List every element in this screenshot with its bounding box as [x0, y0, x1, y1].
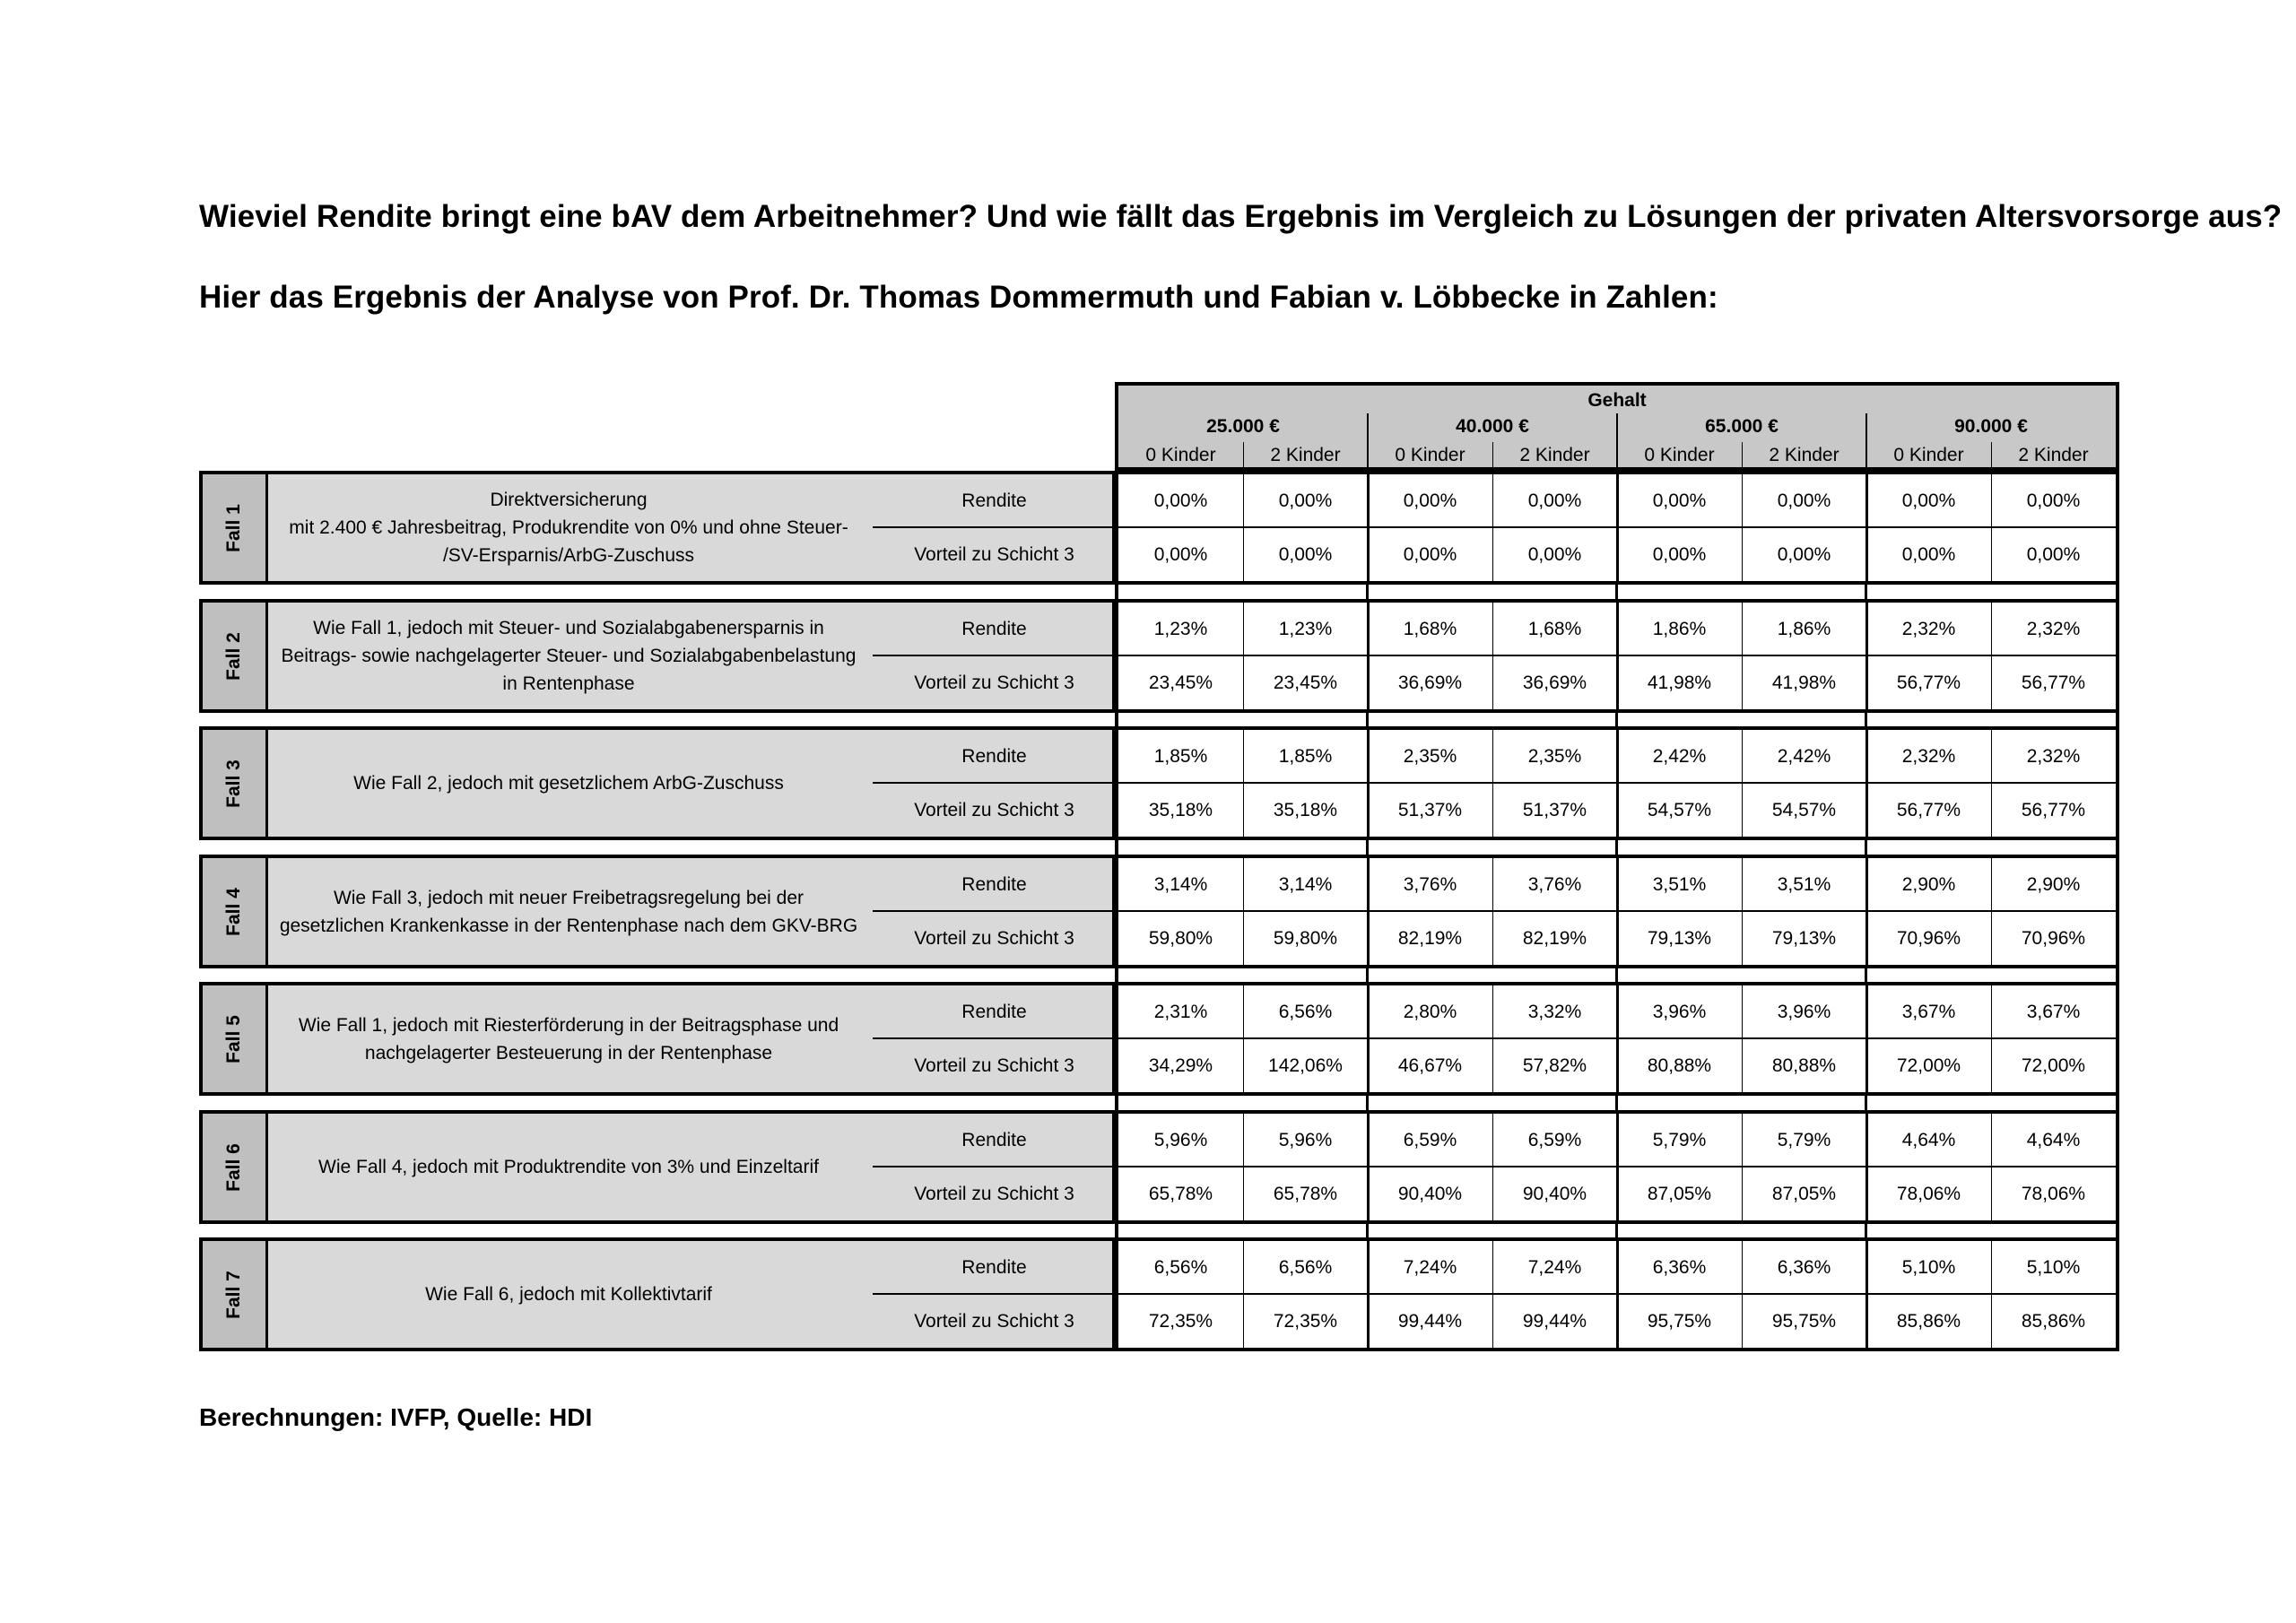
case-label-box: [199, 1237, 1116, 1351]
rendite-cell: 5,10%: [1901, 1256, 1956, 1278]
rendite-cell: 1,23%: [1153, 618, 1208, 639]
rendite-cell: 2,32%: [2026, 745, 2081, 767]
source-footer: Berechnungen: IVFP, Quelle: HDI: [199, 1403, 593, 1431]
case-label-box: [199, 1110, 1116, 1224]
spacer-divider: [1615, 1224, 1618, 1237]
rendite-cell: 5,10%: [2026, 1256, 2081, 1278]
row-label-vorteil: Vorteil zu Schicht 3: [914, 927, 1074, 949]
vorteil-cell: 36,69%: [1397, 672, 1463, 693]
case-description-text: Wie Fall 1, jedoch mit Steuer- und Sozialabgabenersparnis in Beitrags- sowie nachgelagerter Steuer- und Sozialabgabenbelastung in Rentenphase: [281, 618, 857, 694]
spacer-divider: [1865, 968, 1867, 982]
rendite-cell: 1,23%: [1278, 618, 1333, 639]
vorteil-cell: 41,98%: [1771, 672, 1837, 693]
rendite-cell: 0,00%: [1901, 490, 1956, 511]
rendite-cell: 3,76%: [1403, 873, 1457, 895]
block-spacer: [1115, 968, 2119, 982]
rendite-cell: 5,96%: [1278, 1129, 1333, 1150]
spacer-divider: [1366, 1224, 1369, 1237]
rendite-cell: 2,32%: [2026, 618, 2081, 639]
header-kids: 0 Kinder: [1395, 445, 1465, 465]
rendite-cell: 2,90%: [2026, 873, 2081, 895]
case-number: Fall 7: [223, 1270, 244, 1319]
vorteil-cell: 87,05%: [1647, 1183, 1712, 1204]
case-number: Fall 1: [223, 503, 244, 552]
vorteil-cell: 0,00%: [1153, 543, 1208, 565]
rendite-cell: 1,85%: [1278, 745, 1333, 767]
rendite-cell: 0,00%: [1777, 490, 1831, 511]
rendite-cell: 0,00%: [1278, 490, 1333, 511]
header-group-divider: [1866, 413, 1867, 467]
spacer-divider: [1615, 840, 1618, 855]
vorteil-cell: 79,13%: [1771, 927, 1837, 949]
vorteil-cell: 0,00%: [1777, 543, 1831, 565]
header-kids: 0 Kinder: [1145, 445, 1216, 465]
vorteil-cell: 72,00%: [2021, 1055, 2086, 1076]
spacer-divider: [1366, 1096, 1369, 1110]
vorteil-cell: 80,88%: [1647, 1055, 1712, 1076]
vorteil-cell: 34,29%: [1148, 1055, 1213, 1076]
vorteil-cell: 72,35%: [1148, 1310, 1213, 1332]
rendite-cell: 6,59%: [1527, 1129, 1582, 1150]
case-number: Fall 4: [223, 887, 244, 936]
vorteil-cell: 23,45%: [1273, 672, 1338, 693]
spacer-divider: [1615, 713, 1618, 726]
header-salary-group: 65.000 €: [1705, 416, 1779, 437]
vorteil-cell: 35,18%: [1148, 799, 1213, 820]
spacer-divider: [1865, 840, 1867, 855]
rendite-cell: 1,85%: [1153, 745, 1208, 767]
rendite-cell: 0,00%: [2026, 490, 2081, 511]
case-block: [199, 982, 2119, 1096]
vorteil-cell: 51,37%: [1522, 799, 1587, 820]
vorteil-cell: 56,77%: [2021, 672, 2086, 693]
rendite-cell: 1,68%: [1403, 618, 1457, 639]
block-spacer: [1115, 1096, 2119, 1110]
row-label-rendite: Rendite: [961, 490, 1027, 511]
case-values-grid: [1115, 726, 2119, 840]
rendite-cell: 7,24%: [1403, 1256, 1457, 1278]
header-salary-group: 90.000 €: [1954, 416, 2028, 437]
rendite-cell: 6,36%: [1777, 1256, 1831, 1278]
table-header: [1115, 382, 2119, 471]
case-number-tab: [203, 1241, 268, 1348]
rendite-cell: 1,86%: [1652, 618, 1707, 639]
case-number-tab: [203, 730, 268, 837]
case-label-box: [199, 855, 1116, 968]
spacer-divider: [1865, 585, 1867, 599]
header-group-divider: [1616, 413, 1618, 467]
row-label-vorteil: Vorteil zu Schicht 3: [914, 799, 1074, 820]
vorteil-cell: 65,78%: [1273, 1183, 1338, 1204]
spacer-divider: [1615, 1096, 1618, 1110]
vorteil-cell: 90,40%: [1522, 1183, 1587, 1204]
vorteil-cell: 72,00%: [1896, 1055, 1961, 1076]
rendite-cell: 7,24%: [1527, 1256, 1582, 1278]
case-description: [268, 1114, 869, 1220]
rendite-cell: 3,14%: [1153, 873, 1208, 895]
case-description: [268, 1241, 869, 1348]
case-values-grid: [1115, 1110, 2119, 1224]
rendite-cell: 5,79%: [1652, 1129, 1707, 1150]
rendite-cell: 2,90%: [1901, 873, 1956, 895]
vorteil-cell: 95,75%: [1647, 1310, 1712, 1332]
case-values-grid: [1115, 471, 2119, 585]
rendite-cell: 3,51%: [1652, 873, 1707, 895]
spacer-divider: [1366, 713, 1369, 726]
vorteil-cell: 54,57%: [1771, 799, 1837, 820]
row-label-vorteil: Vorteil zu Schicht 3: [914, 1183, 1074, 1204]
case-description: [268, 603, 869, 709]
rendite-cell: 4,64%: [1901, 1129, 1956, 1150]
vorteil-cell: 72,35%: [1273, 1310, 1338, 1332]
rendite-cell: 3,32%: [1527, 1001, 1582, 1022]
block-spacer: [1115, 713, 2119, 726]
rendite-cell: 6,56%: [1278, 1001, 1333, 1022]
vorteil-cell: 85,86%: [2021, 1310, 2086, 1332]
vorteil-cell: 0,00%: [2026, 543, 2081, 565]
rendite-cell: 2,35%: [1527, 745, 1582, 767]
row-label-vorteil: Vorteil zu Schicht 3: [914, 1310, 1074, 1332]
header-kid-divider: [1991, 442, 1992, 467]
vorteil-cell: 70,96%: [2021, 927, 2086, 949]
vorteil-cell: 46,67%: [1397, 1055, 1463, 1076]
vorteil-cell: 70,96%: [1896, 927, 1961, 949]
vorteil-cell: 85,86%: [1896, 1310, 1961, 1332]
header-kids: 2 Kinder: [1769, 445, 1839, 465]
vorteil-cell: 65,78%: [1148, 1183, 1213, 1204]
vorteil-cell: 99,44%: [1522, 1310, 1587, 1332]
rendite-cell: 3,96%: [1652, 1001, 1707, 1022]
vorteil-cell: 95,75%: [1771, 1310, 1837, 1332]
vorteil-cell: 90,40%: [1397, 1183, 1463, 1204]
spacer-divider: [1615, 585, 1618, 599]
header-kid-divider: [1742, 442, 1743, 467]
vorteil-cell: 57,82%: [1522, 1055, 1587, 1076]
vorteil-cell: 99,44%: [1397, 1310, 1463, 1332]
case-values-grid: [1115, 982, 2119, 1096]
case-values-grid: [1115, 1237, 2119, 1351]
row-label-rendite: Rendite: [961, 1130, 1027, 1150]
case-description-text: Wie Fall 6, jedoch mit Kollektivtarif: [425, 1284, 712, 1305]
vorteil-cell: 0,00%: [1527, 543, 1582, 565]
case-description: [268, 985, 869, 1092]
rendite-cell: 2,80%: [1403, 1001, 1457, 1022]
vorteil-cell: 41,98%: [1647, 672, 1712, 693]
case-number: Fall 2: [223, 631, 244, 681]
vorteil-cell: 56,77%: [1896, 672, 1961, 693]
vorteil-cell: 51,37%: [1397, 799, 1463, 820]
case-block: [199, 599, 2119, 713]
spacer-divider: [1865, 713, 1867, 726]
rendite-cell: 2,32%: [1901, 745, 1956, 767]
rendite-cell: 0,00%: [1527, 490, 1582, 511]
row-label-vorteil: Vorteil zu Schicht 3: [914, 543, 1074, 565]
page-subtitle: Hier das Ergebnis der Analyse von Prof. Dr. Thomas Dommermuth und Fabian v. Löbbecke in Zahlen:: [199, 280, 1718, 315]
rendite-cell: 0,00%: [1652, 490, 1707, 511]
vorteil-cell: 87,05%: [1771, 1183, 1837, 1204]
spacer-divider: [1865, 1224, 1867, 1237]
case-number-tab: [203, 1114, 268, 1220]
rendite-cell: 5,79%: [1777, 1129, 1831, 1150]
vorteil-cell: 56,77%: [2021, 799, 2086, 820]
rendite-cell: 3,14%: [1278, 873, 1333, 895]
page-title: Wieviel Rendite bringt eine bAV dem Arbeitnehmer? Und wie fällt das Ergebnis im Vergleich zu Lösungen der privaten Altersvorsorge aus?: [199, 199, 2283, 234]
vorteil-cell: 59,80%: [1148, 927, 1213, 949]
vorteil-cell: 35,18%: [1273, 799, 1338, 820]
row-label-rendite: Rendite: [961, 746, 1027, 767]
rendite-cell: 3,76%: [1527, 873, 1582, 895]
rendite-cell: 6,56%: [1153, 1256, 1208, 1278]
case-number-tab: [203, 474, 268, 581]
case-block: [199, 726, 2119, 840]
case-description-text: Wie Fall 1, jedoch mit Riesterförderung in der Beitragsphase und nachgelagerter Besteuerung in der Rentenphase: [298, 1014, 839, 1063]
case-number: Fall 3: [223, 759, 244, 808]
header-salary-group: 25.000 €: [1206, 416, 1280, 437]
rendite-cell: 2,42%: [1652, 745, 1707, 767]
rendite-cell: 3,51%: [1777, 873, 1831, 895]
spacer-divider: [1615, 968, 1618, 982]
row-label-rendite: Rendite: [961, 1002, 1027, 1022]
vorteil-cell: 82,19%: [1397, 927, 1463, 949]
vorteil-cell: 36,69%: [1522, 672, 1587, 693]
case-block: [199, 855, 2119, 968]
rendite-cell: 0,00%: [1403, 490, 1457, 511]
vorteil-cell: 23,45%: [1148, 672, 1213, 693]
case-number-tab: [203, 858, 268, 965]
case-description: [268, 730, 869, 837]
row-label-vorteil: Vorteil zu Schicht 3: [914, 672, 1074, 693]
case-label-box: [199, 599, 1116, 713]
rendite-cell: 2,42%: [1777, 745, 1831, 767]
case-number: Fall 5: [223, 1014, 244, 1063]
case-block: [199, 1237, 2119, 1351]
rendite-cell: 6,59%: [1403, 1129, 1457, 1150]
header-kid-divider: [1243, 442, 1244, 467]
spacer-divider: [1366, 840, 1369, 855]
row-label-rendite: Rendite: [961, 619, 1027, 639]
header-kids: 2 Kinder: [2018, 445, 2089, 465]
case-description: [268, 474, 869, 581]
rendite-cell: 2,35%: [1403, 745, 1457, 767]
vorteil-cell: 79,13%: [1647, 927, 1712, 949]
rendite-cell: 6,56%: [1278, 1256, 1333, 1278]
rendite-cell: 2,31%: [1153, 1001, 1208, 1022]
header-kids: 2 Kinder: [1519, 445, 1590, 465]
case-description-text: Wie Fall 3, jedoch mit neuer Freibetragsregelung bei der gesetzlichen Krankenkasse in der Rentenphase nach dem GKV-BRG: [279, 887, 858, 936]
vorteil-cell: 78,06%: [2021, 1183, 2086, 1204]
vorteil-cell: 56,77%: [1896, 799, 1961, 820]
vorteil-cell: 0,00%: [1403, 543, 1457, 565]
header-salary-group: 40.000 €: [1456, 416, 1529, 437]
case-block: [199, 471, 2119, 585]
header-group-divider: [1367, 413, 1369, 467]
case-label-box: [199, 982, 1116, 1096]
case-description-text: Wie Fall 2, jedoch mit gesetzlichem ArbG-Zuschuss: [353, 773, 784, 794]
case-number-tab: [203, 603, 268, 709]
case-number: Fall 6: [223, 1142, 244, 1192]
row-label-rendite: Rendite: [961, 874, 1027, 895]
rendite-cell: 1,86%: [1777, 618, 1831, 639]
header-kids: 2 Kinder: [1270, 445, 1341, 465]
spacer-divider: [1366, 585, 1369, 599]
rendite-cell: 3,67%: [2026, 1001, 2081, 1022]
rendite-cell: 5,96%: [1153, 1129, 1208, 1150]
case-number-tab: [203, 985, 268, 1092]
vorteil-cell: 80,88%: [1771, 1055, 1837, 1076]
header-kid-divider: [1492, 442, 1493, 467]
case-description: [268, 858, 869, 965]
case-block: [199, 1110, 2119, 1224]
case-label-box: [199, 726, 1116, 840]
row-label-vorteil: Vorteil zu Schicht 3: [914, 1055, 1074, 1076]
block-spacer: [1115, 1224, 2119, 1237]
case-description-text: Direktversicherung mit 2.400 € Jahresbeitrag, Produkrendite von 0% und ohne Steuer- /SV-Ersparnis/ArbG-Zuschuss: [289, 490, 848, 566]
header-gehalt: Gehalt: [1587, 390, 1647, 411]
case-label-box: [199, 471, 1116, 585]
rendite-cell: 3,96%: [1777, 1001, 1831, 1022]
row-label-rendite: Rendite: [961, 1257, 1027, 1278]
vorteil-cell: 54,57%: [1647, 799, 1712, 820]
vorteil-cell: 0,00%: [1278, 543, 1333, 565]
vorteil-cell: 82,19%: [1522, 927, 1587, 949]
case-values-grid: [1115, 855, 2119, 968]
header-kids: 0 Kinder: [1644, 445, 1715, 465]
block-spacer: [1115, 840, 2119, 855]
case-values-grid: [1115, 599, 2119, 713]
vorteil-cell: 0,00%: [1901, 543, 1956, 565]
rendite-cell: 0,00%: [1153, 490, 1208, 511]
vorteil-cell: 142,06%: [1268, 1055, 1343, 1076]
spacer-divider: [1865, 1096, 1867, 1110]
header-kids: 0 Kinder: [1893, 445, 1964, 465]
vorteil-cell: 59,80%: [1273, 927, 1338, 949]
rendite-cell: 6,36%: [1652, 1256, 1707, 1278]
rendite-cell: 3,67%: [1901, 1001, 1956, 1022]
rendite-cell: 2,32%: [1901, 618, 1956, 639]
spacer-divider: [1366, 968, 1369, 982]
vorteil-cell: 78,06%: [1896, 1183, 1961, 1204]
vorteil-cell: 0,00%: [1652, 543, 1707, 565]
rendite-cell: 1,68%: [1527, 618, 1582, 639]
block-spacer: [1115, 585, 2119, 599]
rendite-cell: 4,64%: [2026, 1129, 2081, 1150]
case-description-text: Wie Fall 4, jedoch mit Produktrendite von 3% und Einzeltarif: [318, 1157, 819, 1177]
